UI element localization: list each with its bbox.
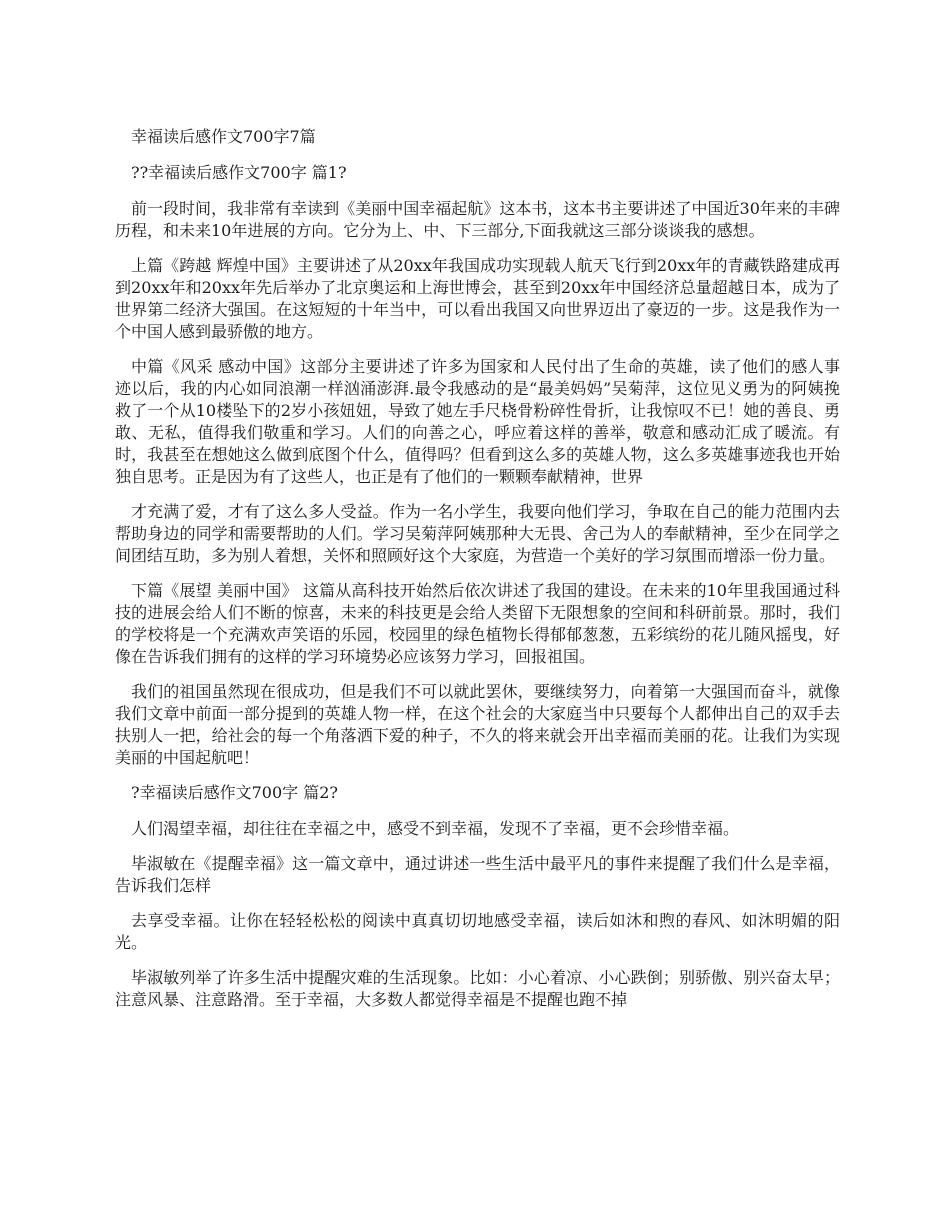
paragraph: 毕淑敏在《提醒幸福》这一篇文章中，通过讲述一些生活中最平凡的事件来提醒了我们什么是幸福，告诉我们怎样 xyxy=(115,854,840,895)
paragraph: 我们的祖国虽然现在很成功，但是我们不可以就此罢休，要继续努力，向着第一大强国而奋斗，就像我们文章中前面一部分提到的英雄人物一样，在这个社会的大家庭当中只要每个人都伸出自己的双手去扶别人一把，给社会的每一个角落洒下爱的种子，不久的将来就会开出幸福而美丽的花。让我们为实现美丽的中国起航吧！ xyxy=(115,682,840,767)
section-heading-2: ?幸福读后感作文700字 篇2? xyxy=(131,783,338,802)
document-title: 幸福读后感作文700字7篇 xyxy=(131,127,316,146)
paragraph: 去享受幸福。让你在轻轻松松的阅读中真真切切地感受幸福，读后如沐和煦的春风、如沐明媚的阳光。 xyxy=(115,911,840,952)
paragraph: 毕淑敏列举了许多生活中提醒灾难的生活现象。比如：小心着凉、小心跌倒；别骄傲、别兴奋太早；注意风暴、注意路滑。至于幸福，大多数人都觉得幸福是不提醒也跑不掉 xyxy=(115,968,840,1009)
paragraph: 上篇《跨越 辉煌中国》主要讲述了从20xx年我国成功实现载人航天飞行到20xx年的青藏铁路建成再到20xx年和20xx年先后举办了北京奥运和上海世博会，甚至到20xx年中国经济总量超越日本，成为了世界第二经济大强国。在这短短的十年当中，可以看出我国又向世界迈出了豪迈的一步。这是我作为一个中国人感到最骄傲的地方。 xyxy=(115,256,840,341)
paragraph: 前一段时间，我非常有幸读到《美丽中国幸福起航》这本书，这本书主要讲述了中国近30年来的丰碑历程，和未来10年进展的方向。它分为上、中、下三部分,下面我就这三部分谈谈我的感想。 xyxy=(115,199,840,240)
section-heading-1: ??幸福读后感作文700字 篇1? xyxy=(131,163,347,182)
paragraph: 人们渴望幸福，却往往在幸福之中，感受不到幸福，发现不了幸福，更不会珍惜幸福。 xyxy=(131,819,740,838)
paragraph: 才充满了爱，才有了这么多人受益。作为一名小学生，我要向他们学习，争取在自己的能力范围内去帮助身边的同学和需要帮助的人们。学习吴菊萍阿姨那种大无畏、舍己为人的奉献精神，至少在同学之间团结互助，多为别人着想，关怀和照顾好这个大家庭，为营造一个美好的学习氛围而增添一份力量。 xyxy=(115,502,840,565)
paragraph: 中篇《风采 感动中国》这部分主要讲述了许多为国家和人民付出了生命的英雄，读了他们的感人事迹以后，我的内心如同浪潮一样汹涌澎湃.最令我感动的是“最美妈妈”吴菊萍，这位见义勇为的阿姨挽救了一个从10楼坠下的2岁小孩妞妞，导致了她左手尺桡骨粉碎性骨折，让我惊叹不已！她的善良、勇敢、无私，值得我们敬重和学习。人们的向善之心，呼应着这样的善举，敬意和感动汇成了暖流。有时，我甚至在想她这么做到底图个什么，值得吗？但看到这么多的英雄人物，这么多英雄事迹我也开始独自思考。正是因为有了这些人，也正是有了他们的一颗颗奉献精神，世界 xyxy=(115,357,840,486)
paragraph: 下篇《展望 美丽中国》 这篇从高科技开始然后依次讲述了我国的建设。在未来的10年里我国通过科技的进展会给人们不断的惊喜，未来的科技更是会给人类留下无限想象的空间和科研前景。那时，我们的学校将是一个充满欢声笑语的乐园，校园里的绿色植物长得郁郁葱葱，五彩缤纷的花儿随风摇曳，好像在告诉我们拥有的这样的学习环境势必应该努力学习，回报祖国。 xyxy=(115,581,840,666)
document-body xyxy=(115,126,840,1024)
